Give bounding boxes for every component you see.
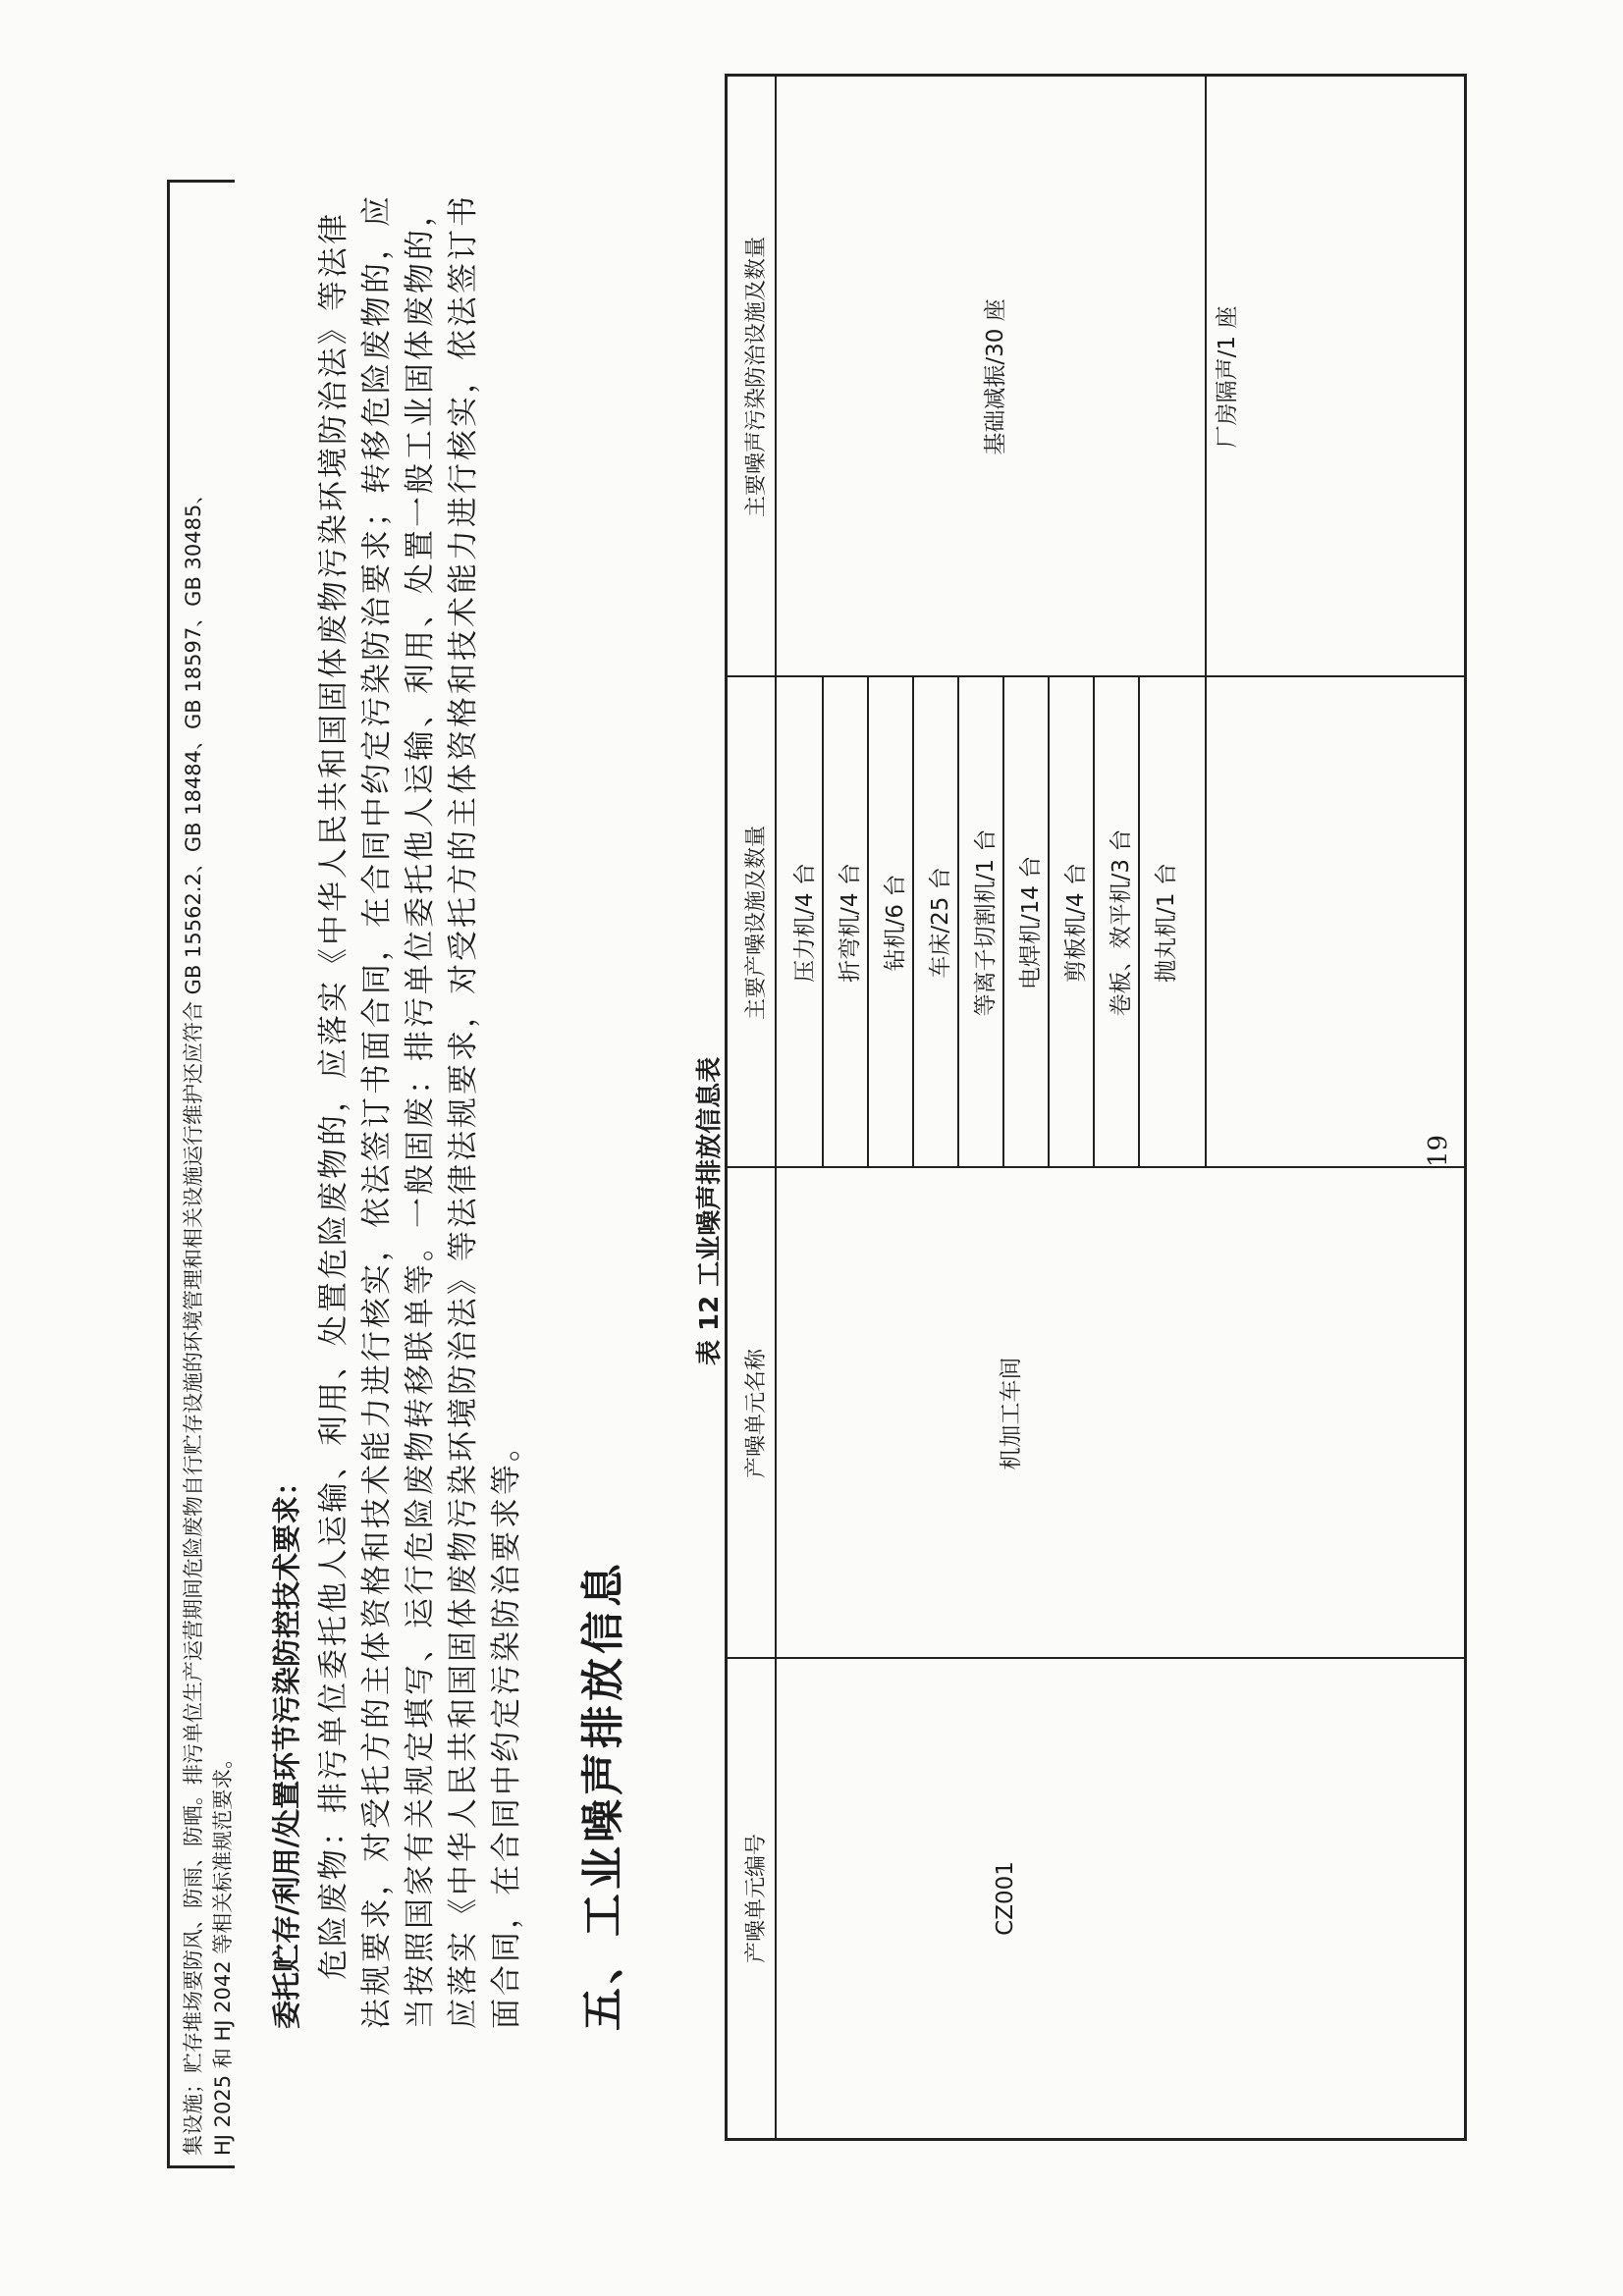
- header-controls: 主要噪声污染防治设施及数量: [744, 237, 769, 518]
- controls-divider: [1205, 77, 1207, 1168]
- header-equipment: 主要产噪设施及数量: [744, 826, 769, 1021]
- table-caption: 表 12 工业噪声排放信息表: [695, 1056, 725, 1365]
- section-title: 五、工业噪声排放信息: [578, 1560, 628, 2031]
- header-unit-id: 产噪单元编号: [744, 1834, 769, 1964]
- entrust-heading: 委托贮存/利用/处置环节污染防控技术要求：: [270, 1467, 303, 2029]
- equipment-row-divider: [1002, 677, 1004, 1168]
- entrust-line: 危险废物：排污单位委托他人运输、利用、处置危险废物的，应落实《中华人民共和国固体废物污染环境防治法》等法律: [316, 211, 352, 1980]
- equipment-cell: 等离子切割机/1 台: [973, 828, 999, 1017]
- unit-id-cell: CZ001: [993, 1861, 1018, 1936]
- control-cell: 厂房隔声/1 座: [1215, 305, 1240, 449]
- equipment-cell: 剪板机/4 台: [1063, 863, 1089, 983]
- equipment-cell: 压力机/4 台: [792, 863, 818, 983]
- header-unit-name: 产噪单元名称: [744, 1349, 769, 1479]
- table-divider: [728, 1657, 1464, 1659]
- equipment-row-divider: [1093, 677, 1095, 1168]
- equipment-row-divider: [912, 677, 914, 1168]
- continued-text-line: 集设施；贮存堆场要防风、防雨、防晒。排污单位生产运营期间危险废物自行贮存设施的环境管理和相关设施运行维护还应符合 GB 15562.2、GB 18484、GB 18597、GB 30485、: [182, 483, 205, 2156]
- entrust-line: 法规要求，对受托方的主体资格和技术能力进行核实，依法签订书面合同，在合同中约定污染防治要求；转移危险废物的，应: [359, 193, 395, 2029]
- continued-text-box: [167, 180, 235, 2168]
- equipment-cell: 抛丸机/1 台: [1154, 863, 1179, 983]
- noise-emission-table: [725, 74, 1467, 2141]
- header-divider: [775, 77, 777, 2138]
- equipment-row-divider: [957, 677, 959, 1168]
- equipment-cell: 钻机/6 台: [883, 874, 908, 972]
- page-number: 19: [1424, 1134, 1453, 1167]
- entrust-line: 面合同，在合同中约定污染防治要求等。: [489, 1428, 524, 2029]
- equipment-row-divider: [867, 677, 869, 1168]
- equipment-row-divider: [822, 677, 824, 1168]
- entrust-line: 应落实《中华人民共和国固体废物污染环境防治法》等法律法规要求，对受托方的主体资格和技术能力进行核实，依法签订书: [446, 193, 481, 2029]
- entrust-line: 当按照国家有关规定填写、运行危险废物转移联单等。一般固废：排污单位委托他人运输、利用、处置一般工业固体废物的，: [403, 193, 438, 2029]
- equipment-cell: 折弯机/4 台: [838, 863, 863, 983]
- control-cell: 基础减振/30 座: [983, 298, 1008, 455]
- equipment-row-divider: [1138, 677, 1140, 1168]
- equipment-cell: 车床/25 台: [928, 867, 953, 979]
- equipment-row-divider: [1048, 677, 1050, 1168]
- unit-name-cell: 机加工车间: [999, 1357, 1024, 1470]
- equipment-cell: 卷板、效平机/3 台: [1109, 828, 1134, 1017]
- equipment-cell: 电焊机/14 台: [1018, 855, 1044, 990]
- continued-text-line: HJ 2025 和 HJ 2042 等相关标准规范要求。: [211, 1747, 235, 2156]
